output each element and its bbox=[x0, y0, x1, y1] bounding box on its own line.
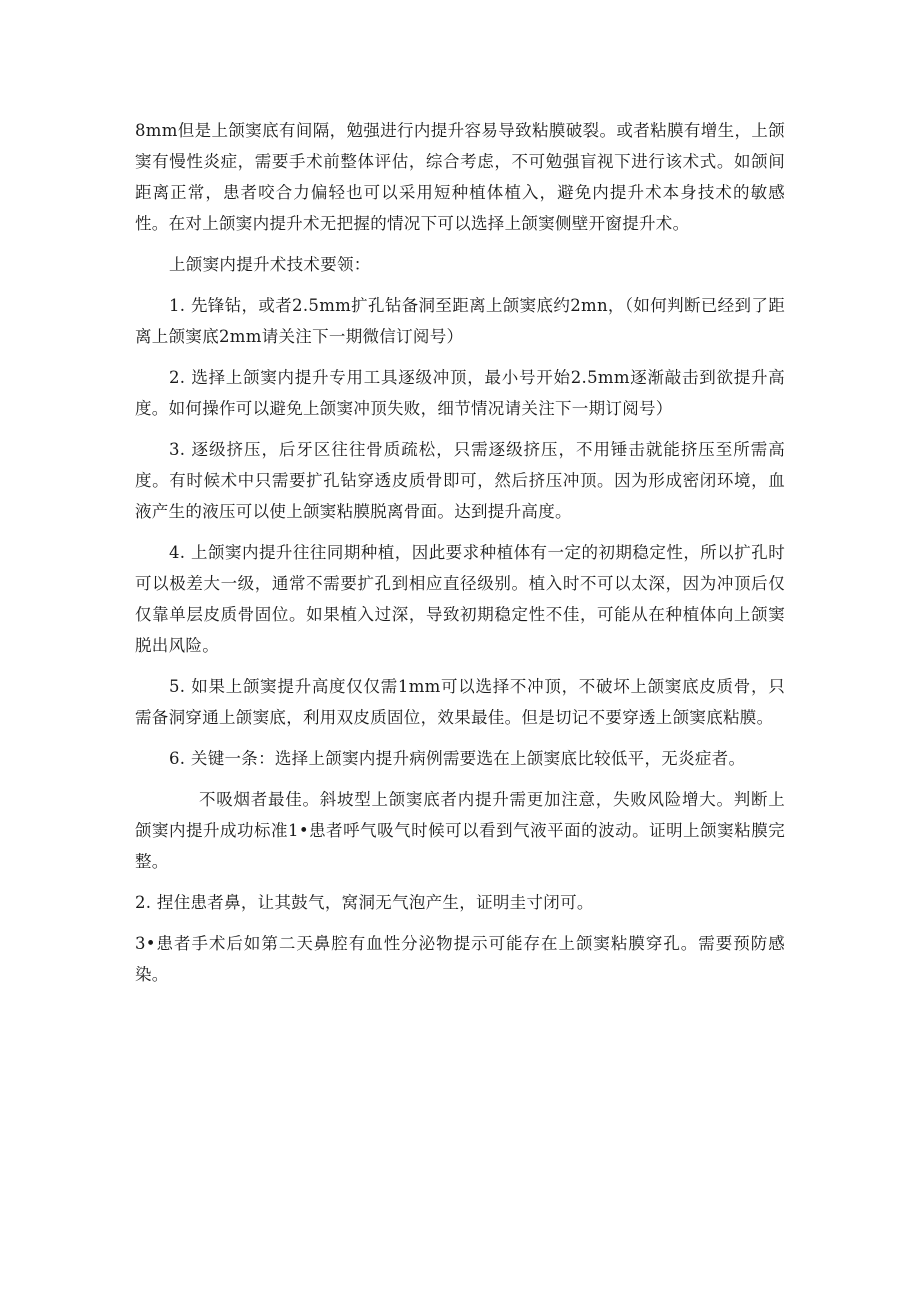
paragraph-criteria-2: 2. 捏住患者鼻，让其鼓气，窝洞无气泡产生，证明圭寸闭可。 bbox=[135, 893, 594, 912]
paragraph-step-4: 4. 上颌窦内提升往往同期种植，因此要求种植体有一定的初期稳定性，所以扩孔时可以极差大一级，通常不需要扩孔到相应直径级别。植入时不可以太深，因为冲顶后仅仅靠单层皮质骨固位。如果植入过深，导致初期稳定性不佳，可能从在种植体向上颌窦脱出风险。 bbox=[135, 543, 785, 655]
paragraph-criteria: 不吸烟者最佳。斜坡型上颌窦底者内提升需更加注意，失败风险增大。判断上颌窦内提升成功标准1•患者呼气吸气时候可以看到气液平面的波动。证明上颌窦粘膜完整。 bbox=[135, 790, 785, 871]
paragraph-step-1: 1. 先锋钻，或者2.5mm扩孔钻备洞至距离上颌窦底约2mn，（如何判断已经到了距离上颌窦底2mm请关注下一期微信订阅号） bbox=[135, 296, 785, 346]
paragraph-criteria-3: 3•患者手术后如第二天鼻腔有血性分泌物提示可能存在上颌窦粘膜穿孔。需要预防感染。 bbox=[135, 934, 785, 984]
paragraph-heading: 上颌窦内提升术技术要领： bbox=[169, 255, 371, 274]
paragraph-step-5: 5. 如果上颌窦提升高度仅仅需1mm可以选择不冲顶，不破坏上颌窦底皮质骨，只需备洞穿通上颌窦底，利用双皮质固位，效果最佳。但是切记不要穿透上颌窦底粘膜。 bbox=[135, 677, 785, 727]
paragraph-step-3: 3. 逐级挤压，后牙区往往骨质疏松，只需逐级挤压，不用锤击就能挤压至所需高度。有时候术中只需要扩孔钻穿透皮质骨即可，然后挤压冲顶。因为形成密闭环境，血液产生的液压可以使上颌窦粘膜脱离骨面。达到提升高度。 bbox=[135, 440, 785, 521]
paragraph-step-6: 6. 关键一条：选择上颌窦内提升病例需要选在上颌窦底比较低平，无炎症者。 bbox=[169, 749, 746, 768]
document-body bbox=[135, 115, 785, 1000]
paragraph-step-2: 2. 选择上颌窦内提升专用工具逐级冲顶，最小号开始2.5mm逐渐敲击到欲提升高度。如何操作可以避免上颌窦冲顶失败，细节情况请关注下一期订阅号） bbox=[135, 368, 785, 418]
paragraph-intro: 8mm但是上颌窦底有间隔，勉强进行内提升容易导致粘膜破裂。或者粘膜有增生，上颌窦有慢性炎症，需要手术前整体评估，综合考虑，不可勉强盲视下进行该术式。如颌间距离正常，患者咬合力偏轻也可以采用短种植体植入，避免内提升术本身技术的敏感性。在对上颌窦内提升术无把握的情况下可以选择上颌窦侧壁开窗提升术。 bbox=[135, 121, 785, 233]
